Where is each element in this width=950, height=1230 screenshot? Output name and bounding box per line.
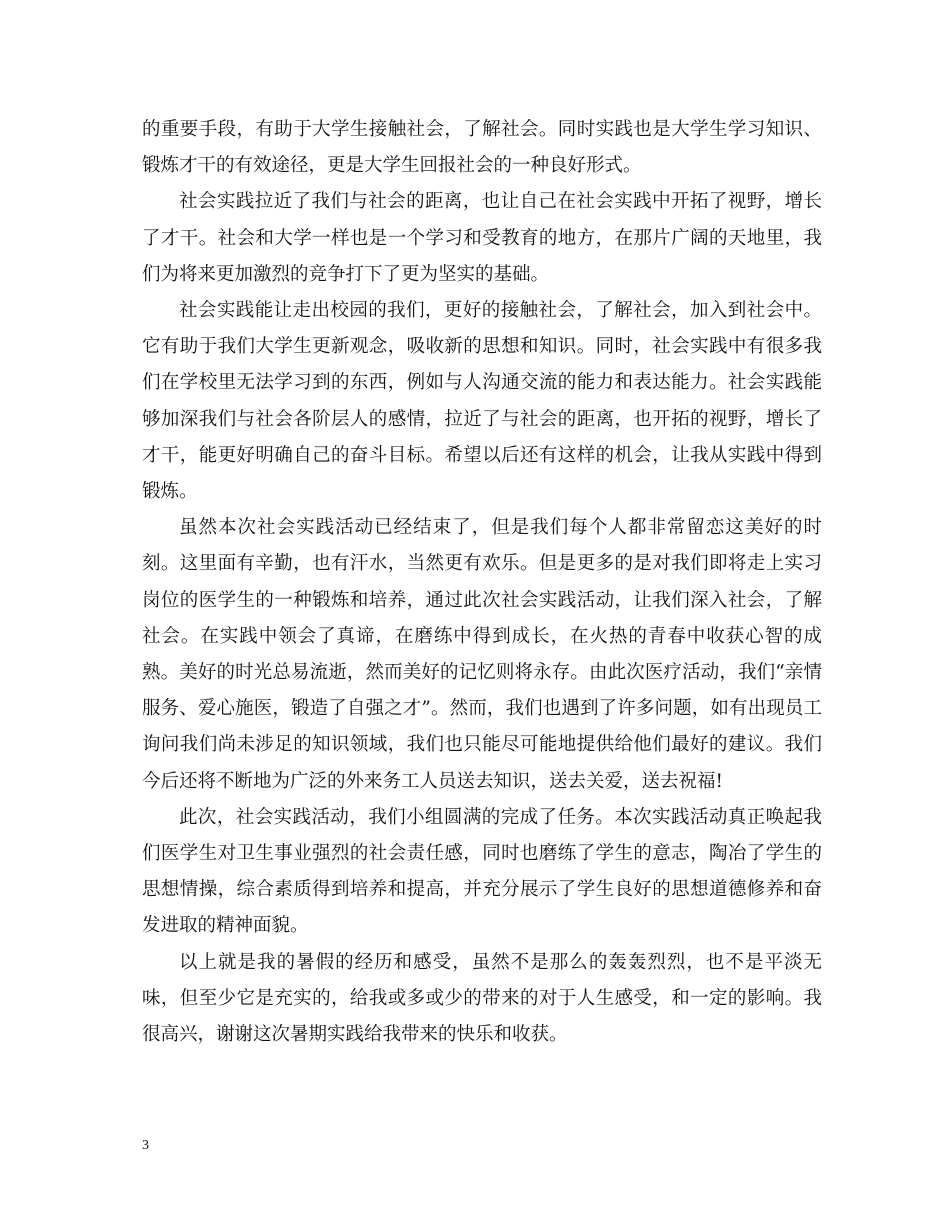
paragraph: 虽然本次社会实践活动已经结束了，但是我们每个人都非常留恋这美好的时刻。这里面有辛勤，也有汗水，当然更有欢乐。但是更多的是对我们即将走上实习岗位的医学生的一种锻炼和培养，通过此次社会实践活动，让我们深入社会，了解社会。在实践中领会了真谛，在磨练中得到成长，在火热的青春中收获心智的成熟。美好的时光总易流逝，然而美好的记忆则将永存。由此次医疗活动，我们“亲情服务、爱心施医，锻造了自强之才”。然而，我们也遇到了许多问题，如有出现员工询问我们尚未涉足的知识领域，我们也只能尽可能地提供给他们最好的建议。我们今后还将不断地为广泛的外来务工人员送去知识，送去关爱，送去祝福! — [142, 517, 822, 792]
paragraph: 社会实践能让走出校园的我们，更好的接触社会，了解社会，加入到社会中。它有助于我们大学生更新观念，吸收新的思想和知识。同时，社会实践中有很多我们在学校里无法学习到的东西，例如与人沟通交流的能力和表达能力。社会实践能够加深我们与社会各阶层人的感情，拉近了与社会的距离，也开拓的视野，增长了才干，能更好明确自己的奋斗目标。希望以后还有这样的机会，让我从实践中得到锻炼。 — [142, 300, 822, 503]
paragraph: 社会实践拉近了我们与社会的距离，也让自己在社会实践中开拓了视野，增长了才干。社会和大学一样也是一个学习和受教育的地方，在那片广阔的天地里，我们为将来更加激烈的竞争打下了更为坚实的基础。 — [142, 191, 822, 285]
paragraph: 以上就是我的暑假的经历和感受，虽然不是那么的轰轰烈烈，也不是平淡无味，但至少它是充实的，给我或多或少的带来的对于人生感受，和一定的影响。我很高兴，谢谢这次暑期实践给我带来的快乐和收获。 — [142, 951, 822, 1046]
document-body — [142, 112, 822, 1053]
paragraph: 的重要手段，有助于大学生接触社会，了解社会。同时实践也是大学生学习知识、锻炼才干的有效途径，更是大学生回报社会的一种良好形式。 — [142, 119, 822, 177]
page-number: 3 — [142, 1138, 149, 1153]
paragraph: 此次，社会实践活动，我们小组圆满的完成了任务。本次实践活动真正唤起我们医学生对卫生事业强烈的社会责任感，同时也磨练了学生的意志，陶冶了学生的思想情操，综合素质得到培养和提高，并充分展示了学生良好的思想道德修养和奋发进取的精神面貌。 — [142, 806, 822, 937]
